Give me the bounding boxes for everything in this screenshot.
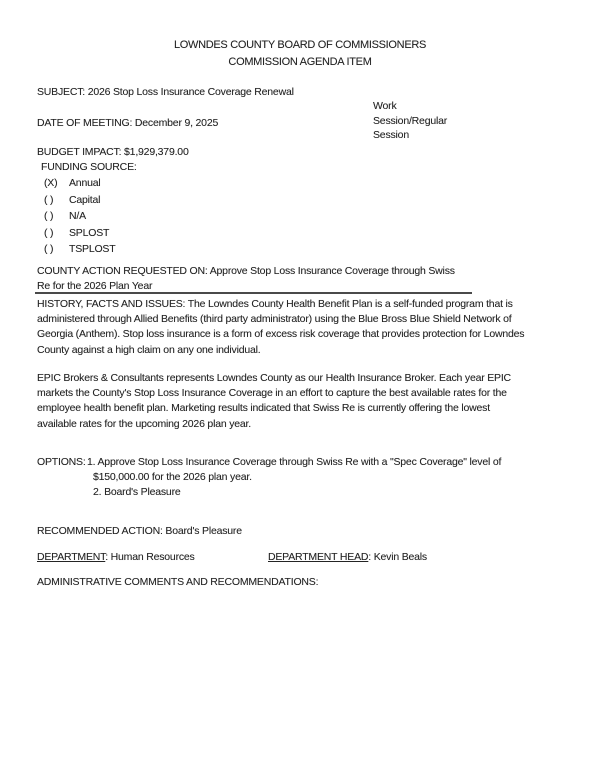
funding-option-row	[44, 193, 100, 208]
session-note-line: Session/Regular	[373, 114, 448, 127]
history-line: County against a high claim on any one individual.	[37, 343, 261, 356]
checkbox-marker-annual: (X)	[44, 177, 58, 189]
doc-subtitle: COMMISSION AGENDA ITEM	[228, 56, 372, 68]
funding-option-label: SPLOST	[69, 227, 110, 239]
session-note	[373, 99, 473, 143]
department-value: : Human Resources	[105, 551, 195, 563]
funding-option-label: Capital	[69, 194, 101, 206]
county-action-line-2: Re for the 2026 Plan Year	[37, 280, 153, 292]
funding-option-row	[44, 209, 86, 224]
history-line: Georgia (Anthem). Stop loss insurance is a form of excess risk coverage that provides protection for Lowndes	[37, 328, 525, 341]
department-head-line	[268, 550, 427, 565]
checkbox-marker-na: ( )	[44, 210, 54, 222]
checkbox-marker-capital: ( )	[44, 194, 54, 206]
options-label: OPTIONS:	[37, 456, 86, 468]
session-note-line: Work	[373, 100, 397, 112]
recommended-action-line: RECOMMENDED ACTION: Board's Pleasure	[37, 525, 242, 537]
epic-line: EPIC Brokers & Consultants represents Lowndes County as our Health Insurance Broker. Each year EPIC	[37, 372, 511, 384]
funding-option-label: TSPLOST	[69, 243, 116, 255]
department-label: DEPARTMENT	[37, 551, 106, 563]
checkbox-marker-tsplost: ( )	[44, 243, 54, 255]
funding-option-row	[44, 226, 109, 241]
epic-line: employee health benefit plan. Marketing results indicated that Swiss Re is currently offering the lowest	[37, 402, 490, 415]
history-line: administered through Allied Benefits (third party administrator) using the Blue Bross Blue Shield Network of	[37, 313, 512, 326]
checkbox-marker-splost: ( )	[44, 227, 54, 239]
options-line-1: 1. Approve Stop Loss Insurance Coverage through Swiss Re with a "Spec Coverage" level of	[87, 456, 502, 468]
epic-line: available rates for the upcoming 2026 plan year.	[37, 417, 251, 430]
subject-line: SUBJECT: 2026 Stop Loss Insurance Coverage Renewal	[37, 86, 294, 98]
funding-option-label: N/A	[69, 210, 86, 222]
department-head-value: : Kevin Beals	[368, 551, 427, 563]
funding-option-row	[44, 176, 101, 191]
history-line: HISTORY, FACTS AND ISSUES: The Lowndes County Health Benefit Plan is a self-funded program that is	[37, 298, 513, 310]
funding-option-label: Annual	[69, 177, 101, 189]
doc-title: LOWNDES COUNTY BOARD OF COMMISSIONERS	[173, 39, 427, 51]
budget-impact-line: BUDGET IMPACT: $1,929,379.00	[37, 146, 189, 158]
session-note-line: Session	[373, 129, 409, 141]
department-line	[37, 550, 195, 565]
funding-option-row	[44, 242, 115, 257]
history-paragraph	[37, 297, 524, 358]
admin-comments-line: ADMINISTRATIVE COMMENTS AND RECOMMENDATIONS:	[37, 576, 319, 588]
epic-line: markets the County's Stop Loss Insurance Coverage in an effort to capture the best available rates for the	[37, 387, 507, 400]
funding-source-label: FUNDING SOURCE:	[41, 161, 137, 173]
options-line-3: 2. Board's Pleasure	[93, 486, 181, 498]
meeting-date-line: DATE OF MEETING: December 9, 2025	[37, 117, 219, 129]
county-action-line-1: COUNTY ACTION REQUESTED ON: Approve Stop Loss Insurance Coverage through Swiss	[37, 265, 455, 277]
options-line-2: $150,000.00 for the 2026 plan year.	[93, 471, 252, 483]
department-head-label: DEPARTMENT HEAD	[268, 551, 369, 563]
epic-paragraph	[37, 371, 511, 432]
section-divider	[35, 292, 472, 294]
